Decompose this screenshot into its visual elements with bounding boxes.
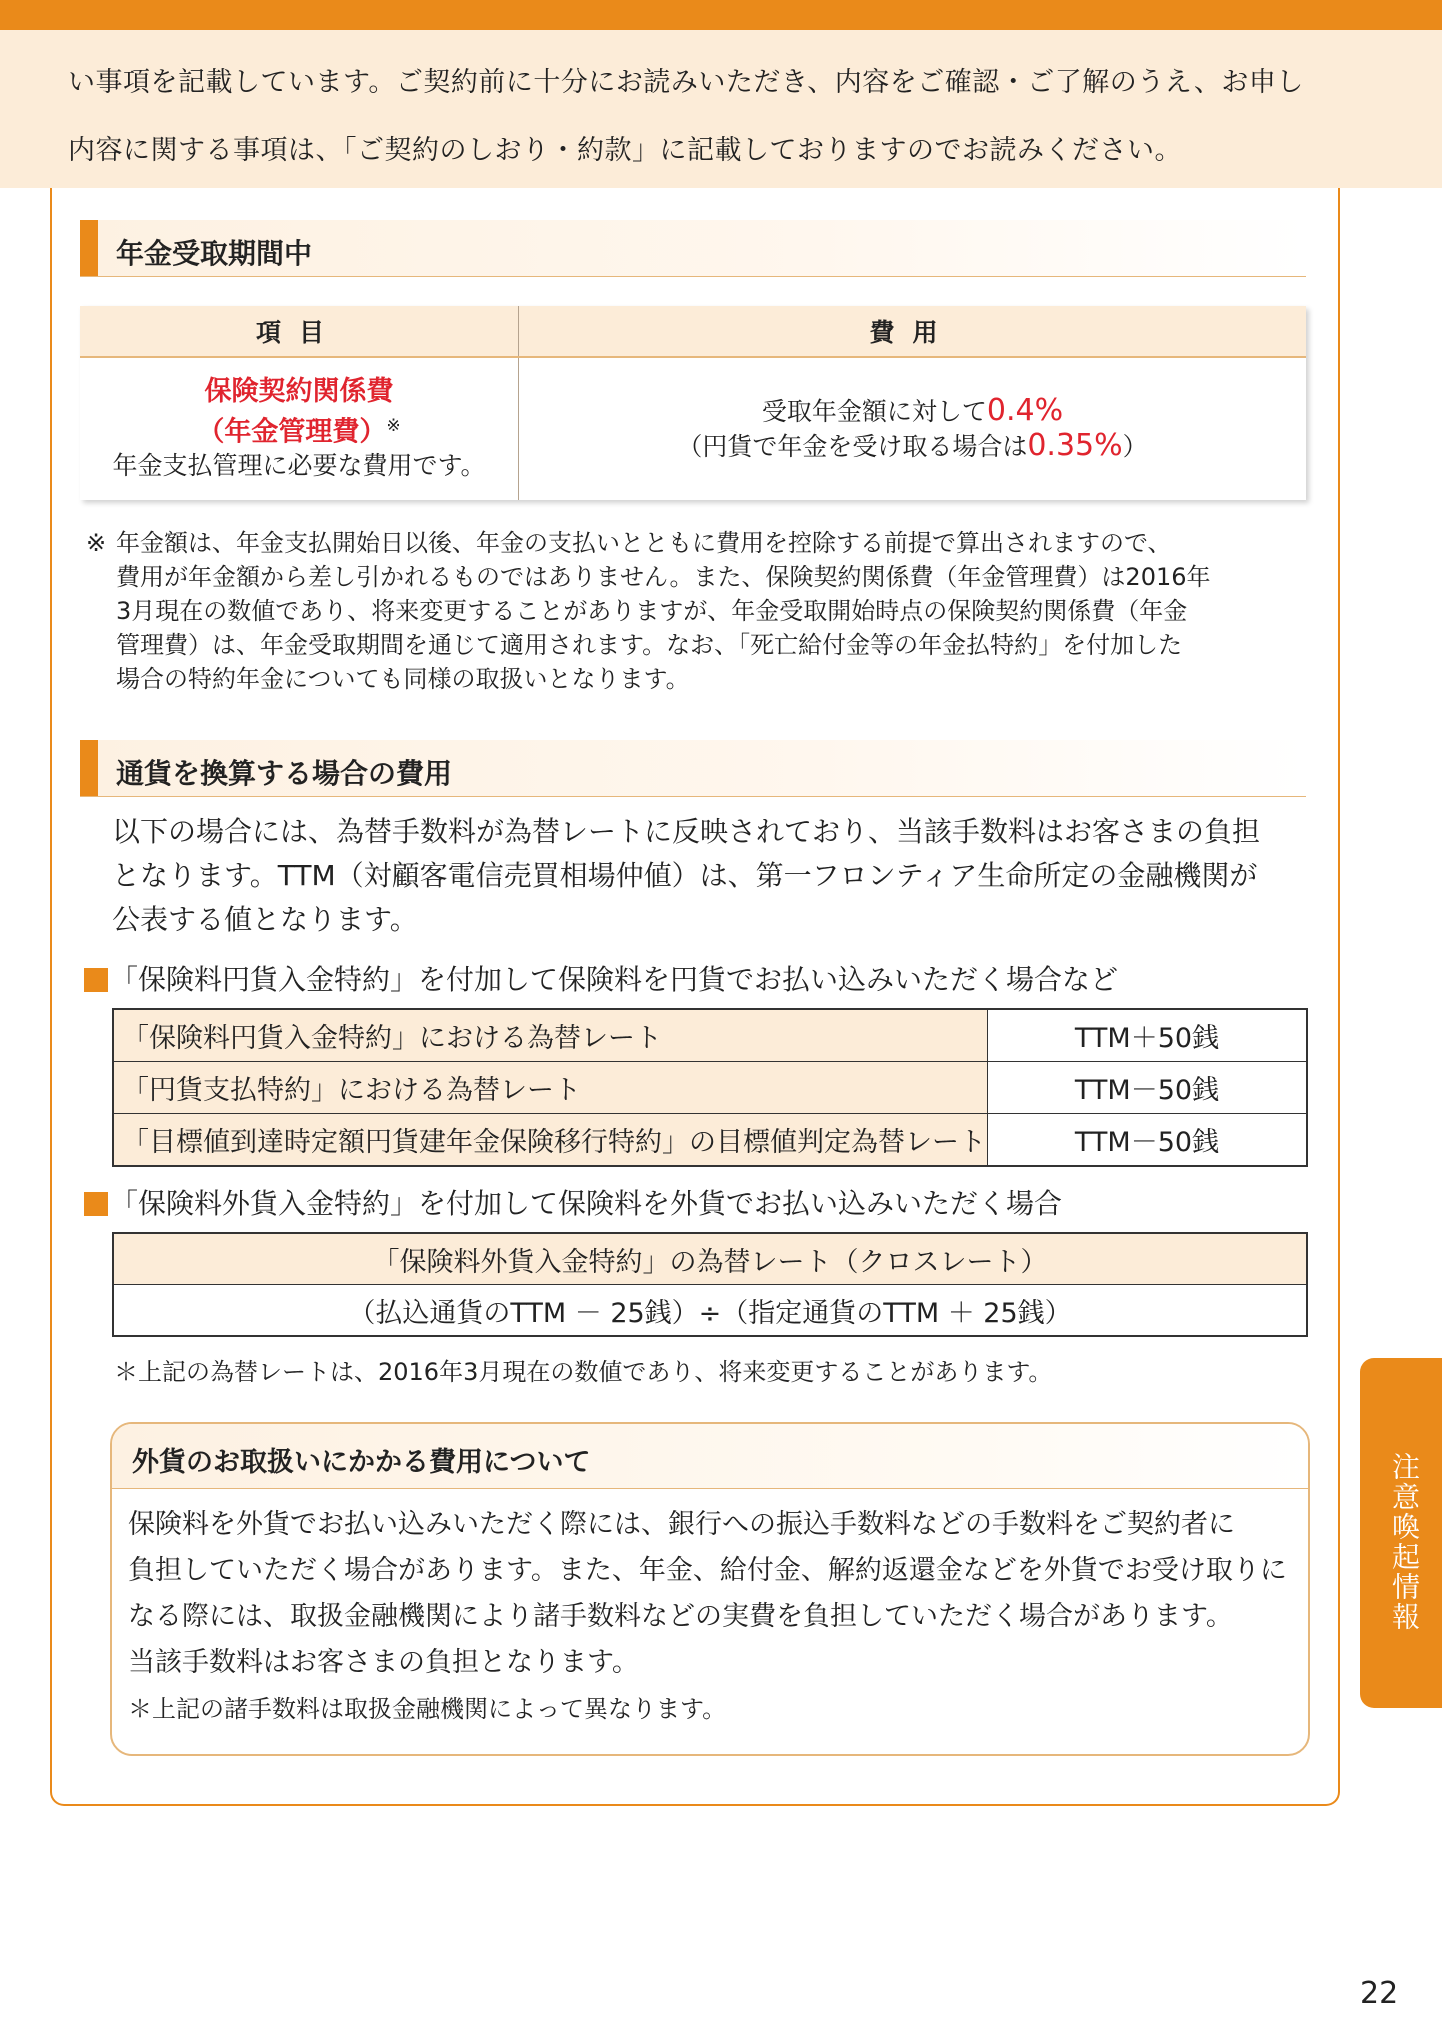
- side-index-tab[interactable]: [1360, 1358, 1442, 1708]
- section-heading-pension: [80, 220, 1306, 277]
- rate-value: TTM－50銭: [988, 1062, 1308, 1114]
- fee-line-2: （円貨で年金を受け取る場合は0.35%）: [677, 428, 1148, 463]
- box-title: 外貨のお取扱いにかかる費用について: [132, 1447, 591, 1478]
- fee-item-cell: [80, 357, 519, 500]
- cross-rate-header: 「保険料外貨入金特約」の為替レート（クロスレート）: [113, 1233, 1307, 1285]
- cross-rate-table: [112, 1232, 1308, 1337]
- para-line: 以下の場合には、為替手数料が為替レートに反映されており、当該手数料はお客さまの負担: [112, 815, 1261, 848]
- col-header-fee: 費用: [519, 306, 1307, 357]
- heading-marker: [80, 220, 98, 276]
- note-line: 場合の特約年金についても同様の取扱いとなります。: [116, 665, 690, 693]
- note-line: 3月現在の数値であり、将来変更することがありますが、年金受取開始時点の保険契約関係費（年金: [116, 597, 1188, 625]
- side-tab-label: 注意喚起情報: [1388, 1452, 1421, 1632]
- foreign-payment-label: 「保険料外貨入金特約」を付加して保険料を外貨でお払い込みいただく場合: [84, 1182, 1062, 1222]
- para-line: となります。TTM（対顧客電信売買相場仲値）は、第一フロンティア生命所定の金融機関が: [112, 859, 1258, 892]
- para-line: 公表する値となります。: [112, 903, 418, 936]
- heading-marker: [80, 740, 98, 796]
- rate-footnote: ＊上記の為替レートは、2016年3月現在の数値であり、将来変更することがあります。: [114, 1358, 1053, 1386]
- intro-line-1: い事項を記載しています。ご契約前に十分にお読みいただき、内容をご確認・ご了解のうえ、お申し: [68, 67, 1304, 98]
- fee-line-1: 受取年金額に対して0.4%: [761, 393, 1064, 428]
- cross-rate-formula: （払込通貨のTTM － 25銭）÷（指定通貨のTTM ＋ 25銭）: [113, 1285, 1307, 1337]
- note-line: 費用が年金額から差し引かれるものではありません。また、保険契約関係費（年金管理費）は2016年: [116, 563, 1211, 591]
- square-bullet-icon: [84, 968, 108, 992]
- section-heading-currency: [80, 740, 1306, 797]
- rate-name: 「目標値到達時定額円貨建年金保険移行特約」の目標値判定為替レート: [113, 1114, 988, 1167]
- fee-value-cell: [519, 357, 1307, 500]
- intro-line-2: 内容に関する事項は、「ご契約のしおり・約款」に記載しておりますのでお読みください。: [68, 135, 1182, 166]
- rate-name: 「円貨支払特約」における為替レート: [113, 1062, 988, 1114]
- section-title: 年金受取期間中: [116, 237, 313, 270]
- intro-banner: [0, 30, 1442, 188]
- col-header-item: 項目: [80, 306, 519, 357]
- square-bullet-icon: [84, 1192, 108, 1216]
- box-footnote: ＊上記の諸手数料は取扱金融機関によって異なります。: [128, 1695, 727, 1723]
- pension-fee-table: [80, 306, 1306, 500]
- fee-rate-yen: 0.35%: [1027, 428, 1123, 463]
- item-name-sub: （年金管理費）※: [197, 415, 401, 448]
- rate-name: 「保険料円貨入金特約」における為替レート: [113, 1009, 988, 1062]
- foreign-fees-box: [110, 1422, 1310, 1756]
- exchange-rate-table: [112, 1008, 1308, 1167]
- yen-payment-label: 「保険料円貨入金特約」を付加して保険料を円貨でお払い込みいただく場合など: [84, 958, 1118, 998]
- fee-rate: 0.4%: [986, 393, 1064, 428]
- item-description: 年金支払管理に必要な費用です。: [112, 451, 486, 481]
- pension-note: [86, 526, 1308, 696]
- note-line: 管理費）は、年金受取期間を通じて適用されます。なお、「死亡給付金等の年金払特約」を付加した: [116, 631, 1183, 659]
- table-row: [113, 1114, 1307, 1167]
- box-line: なる際には、取扱金融機関により諸手数料などの実費を負担していただく場合があります。: [128, 1601, 1233, 1632]
- rate-value: TTM＋50銭: [988, 1009, 1308, 1062]
- box-line: 保険料を外貨でお払い込みいただく際には、銀行への振込手数料などの手数料をご契約者に: [128, 1509, 1235, 1540]
- item-name: 保険契約関係費: [204, 375, 394, 407]
- note-mark: ※: [86, 529, 107, 557]
- currency-paragraph: [112, 810, 1312, 942]
- page-number: 22: [1360, 1976, 1399, 2011]
- table-row: [113, 1009, 1307, 1062]
- box-header: [112, 1424, 1308, 1489]
- section-title: 通貨を換算する場合の費用: [116, 757, 453, 790]
- table-row: [113, 1062, 1307, 1114]
- box-line: 負担していただく場合があります。また、年金、給付金、解約返還金などを外貨でお受け取りに: [128, 1555, 1287, 1586]
- box-line: 当該手数料はお客さまの負担となります。: [128, 1647, 639, 1678]
- rate-value: TTM－50銭: [988, 1114, 1308, 1167]
- note-line: 年金額は、年金支払開始日以後、年金の支払いとともに費用を控除する前提で算出されますので、: [116, 529, 1172, 557]
- box-body: [128, 1502, 1287, 1732]
- top-accent-bar: [0, 0, 1442, 30]
